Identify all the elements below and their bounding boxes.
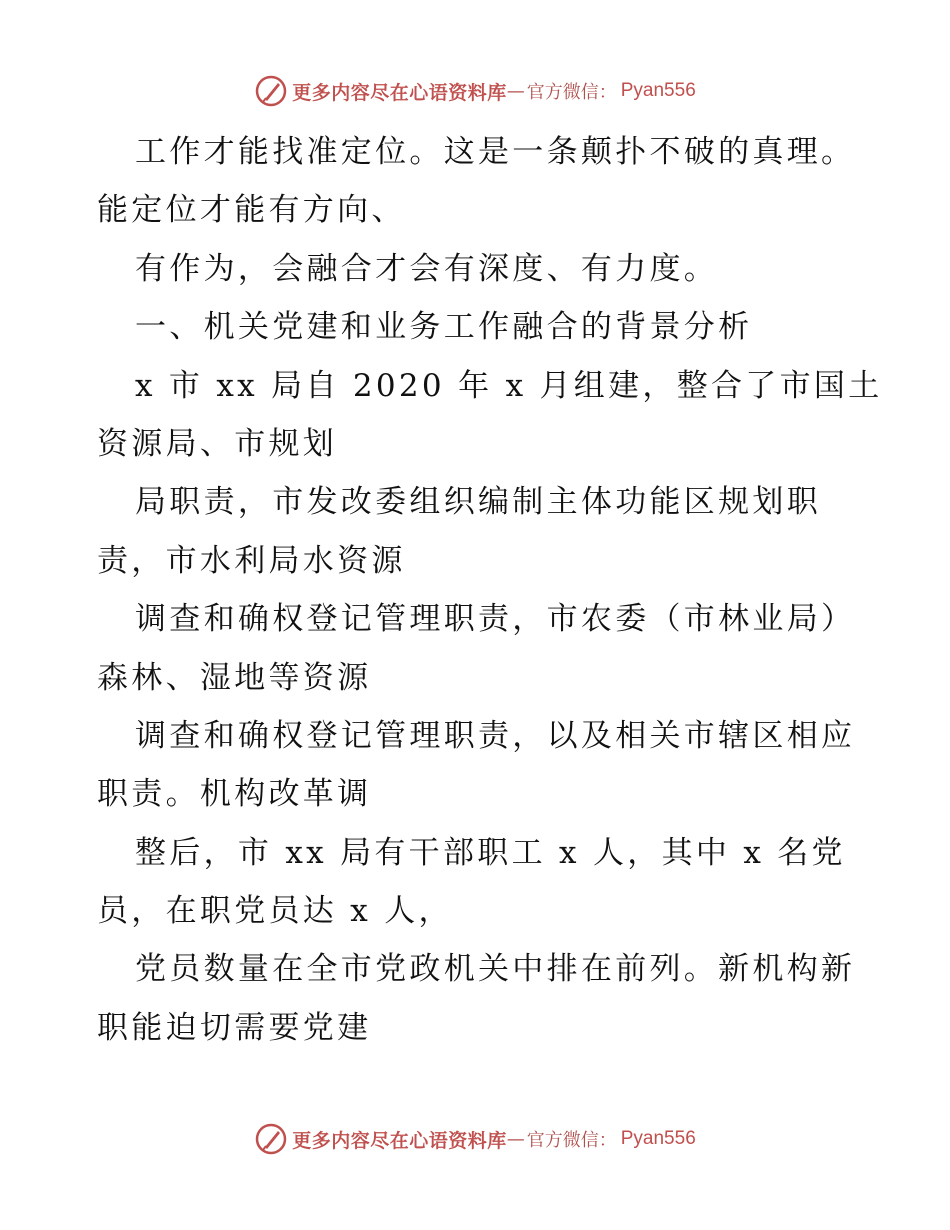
text-line: 党员数量在全市党政机关中排在前列。新机构新 bbox=[135, 951, 856, 988]
text-line: 能定位才能有方向、 bbox=[97, 192, 406, 229]
text-line: 资源局、市规划 bbox=[97, 425, 338, 462]
text-line: 职责。机构改革调 bbox=[97, 776, 372, 813]
text-line: 调查和确权登记管理职责，以及相关市辖区相应 bbox=[135, 717, 856, 754]
text-line: 职能迫切需要党建 bbox=[97, 1009, 372, 1046]
header-brand: 更多内容尽在心语资料库 bbox=[292, 81, 507, 104]
text-line: 森林、湿地等资源 bbox=[97, 659, 372, 696]
footer-watermark bbox=[0, 1119, 950, 1159]
text-line: 整后，市 xx 局有干部职工 x 人，其中 x 名党 bbox=[135, 834, 846, 871]
footer-brand: 更多内容尽在心语资料库 bbox=[292, 1129, 507, 1152]
section-heading: 一、机关党建和业务工作融合的背景分析 bbox=[135, 309, 753, 346]
header-separator: — bbox=[506, 80, 525, 102]
text-line: 责，市水利局水资源 bbox=[97, 542, 406, 579]
text-line: 调查和确权登记管理职责，市农委（市林业局） bbox=[135, 601, 856, 638]
header-watermark bbox=[0, 71, 950, 111]
document-body bbox=[97, 123, 883, 1057]
text-line: 工作才能找准定位。这是一条颠扑不破的真理。 bbox=[135, 134, 856, 170]
text-line: 有作为，会融合才会有深度、有力度。 bbox=[135, 250, 719, 287]
text-line: 局职责，市发改委组织编制主体功能区规划职 bbox=[135, 484, 821, 521]
text-line: x 市 xx 局自 2020 年 x 月组建，整合了市国土 bbox=[135, 367, 883, 404]
quill-pen-logo-icon bbox=[254, 1122, 288, 1156]
quill-pen-logo-icon bbox=[254, 74, 288, 108]
header-account: Pyan556 bbox=[620, 80, 696, 101]
header-label: 官方微信： bbox=[526, 82, 617, 103]
footer-separator: — bbox=[506, 1128, 525, 1150]
footer-account: Pyan556 bbox=[620, 1128, 696, 1149]
footer-label: 官方微信： bbox=[526, 1130, 617, 1151]
text-line: 员，在职党员达 x 人， bbox=[97, 893, 453, 930]
